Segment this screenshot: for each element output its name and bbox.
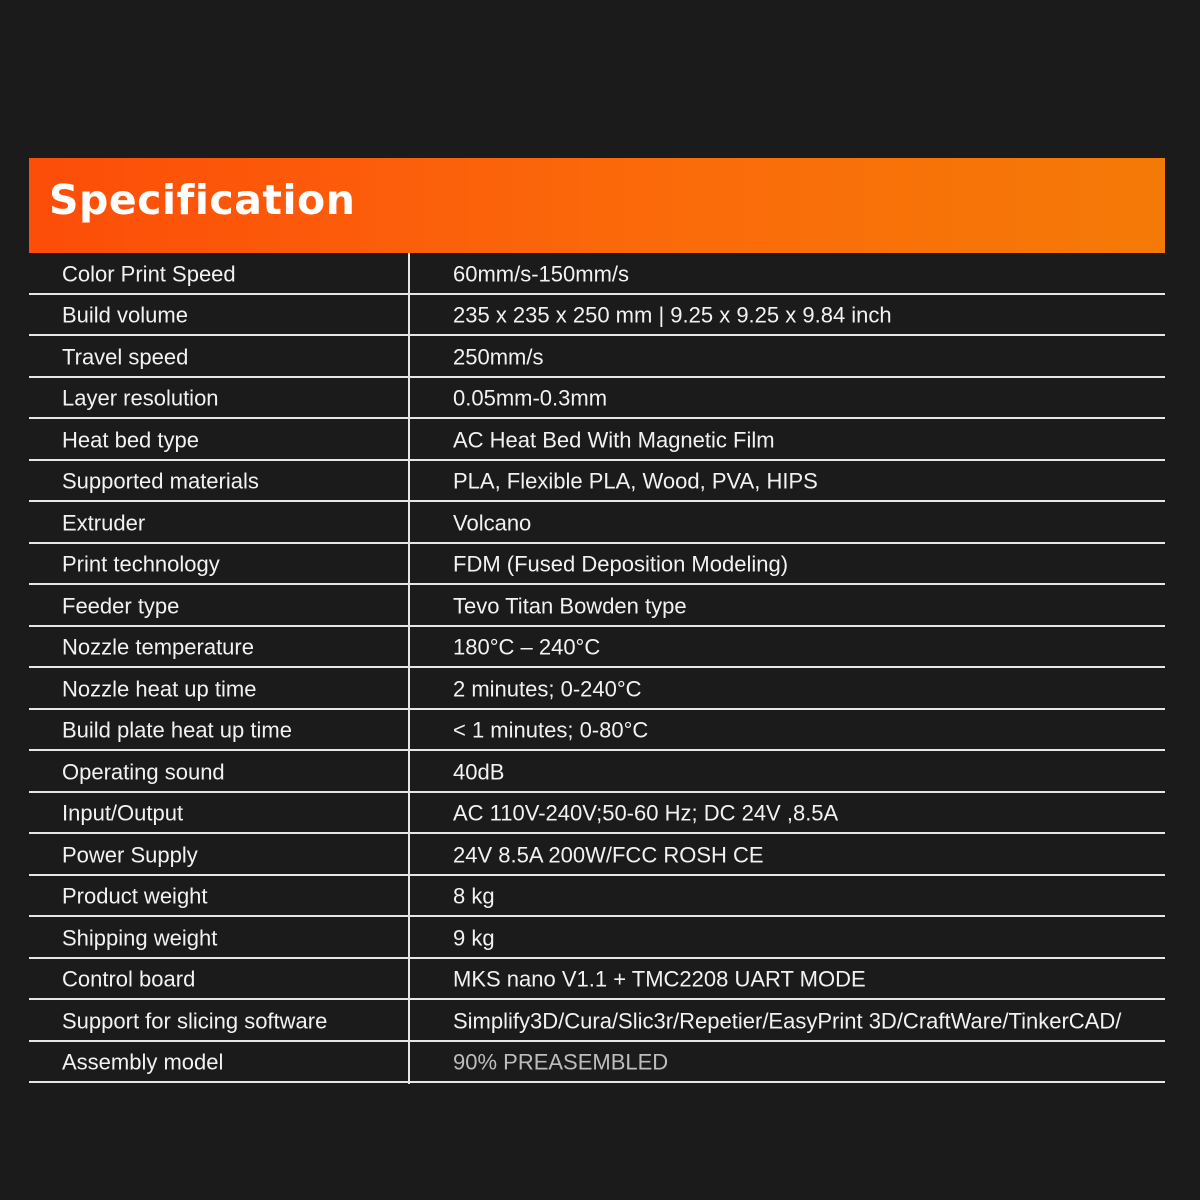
- spec-value: FDM (Fused Deposition Modeling): [453, 551, 789, 577]
- spec-label: Color Print Speed: [62, 261, 236, 287]
- spec-label: Product weight: [62, 883, 208, 909]
- header-banner: [29, 158, 1165, 253]
- table-row: [29, 917, 1165, 959]
- table-row: [29, 1000, 1165, 1042]
- spec-label: Build volume: [62, 302, 188, 328]
- table-row: [29, 959, 1165, 1001]
- table-row: [29, 627, 1165, 669]
- spec-table: [29, 253, 1165, 1083]
- table-row: [29, 502, 1165, 544]
- table-row: [29, 253, 1165, 295]
- spec-value: 9 kg: [453, 925, 495, 951]
- table-row: [29, 419, 1165, 461]
- table-row: [29, 751, 1165, 793]
- spec-label: Print technology: [62, 551, 220, 577]
- spec-value: 24V 8.5A 200W/FCC ROSH CE: [453, 842, 764, 868]
- table-row: [29, 585, 1165, 627]
- table-row: [29, 876, 1165, 918]
- table-row: [29, 793, 1165, 835]
- spec-value: 0.05mm-0.3mm: [453, 385, 608, 411]
- spec-label: Heat bed type: [62, 427, 199, 453]
- page-title: Specification: [49, 176, 356, 224]
- spec-value: AC Heat Bed With Magnetic Film: [453, 427, 775, 453]
- table-row: [29, 1042, 1165, 1084]
- spec-label: Supported materials: [62, 468, 259, 494]
- table-row: [29, 834, 1165, 876]
- spec-value: PLA, Flexible PLA, Wood, PVA, HIPS: [453, 468, 818, 494]
- spec-value: 235 x 235 x 250 mm | 9.25 x 9.25 x 9.84 inch: [453, 302, 892, 328]
- table-row: [29, 710, 1165, 752]
- spec-value: Tevo Titan Bowden type: [453, 593, 687, 619]
- spec-value: MKS nano V1.1 + TMC2208 UART MODE: [453, 966, 866, 992]
- table-row: [29, 461, 1165, 503]
- spec-label: Travel speed: [62, 344, 189, 370]
- spec-value: 2 minutes; 0-240°C: [453, 676, 642, 702]
- spec-value: 8 kg: [453, 883, 495, 909]
- spec-label: Shipping weight: [62, 925, 218, 951]
- table-row: [29, 378, 1165, 420]
- table-row: [29, 544, 1165, 586]
- spec-label: Build plate heat up time: [62, 717, 292, 743]
- spec-label: Input/Output: [62, 800, 184, 826]
- spec-value: 90% PREASEMBLED: [453, 1049, 669, 1075]
- spec-value: 250mm/s: [453, 344, 544, 370]
- spec-label: Assembly model: [62, 1049, 224, 1075]
- spec-value: 180°C – 240°C: [453, 634, 601, 660]
- spec-value: 40dB: [453, 759, 505, 785]
- table-row: [29, 295, 1165, 337]
- spec-label: Feeder type: [62, 593, 180, 619]
- spec-label: Layer resolution: [62, 385, 219, 411]
- spec-value: < 1 minutes; 0-80°C: [453, 717, 649, 743]
- spec-label: Nozzle heat up time: [62, 676, 257, 702]
- spec-value: AC 110V-240V;50-60 Hz; DC 24V ,8.5A: [453, 800, 839, 826]
- spec-value: Volcano: [453, 510, 532, 536]
- spec-value: Simplify3D/Cura/Slic3r/Repetier/EasyPrint 3D/CraftWare/TinkerCAD/: [453, 1008, 1122, 1034]
- spec-label: Operating sound: [62, 759, 225, 785]
- spec-value: 60mm/s-150mm/s: [453, 261, 630, 287]
- spec-label: Extruder: [62, 510, 146, 536]
- table-row: [29, 336, 1165, 378]
- table-row: [29, 668, 1165, 710]
- spec-label: Nozzle temperature: [62, 634, 254, 660]
- spec-label: Control board: [62, 966, 196, 992]
- spec-label: Power Supply: [62, 842, 198, 868]
- spec-label: Support for slicing software: [62, 1008, 328, 1034]
